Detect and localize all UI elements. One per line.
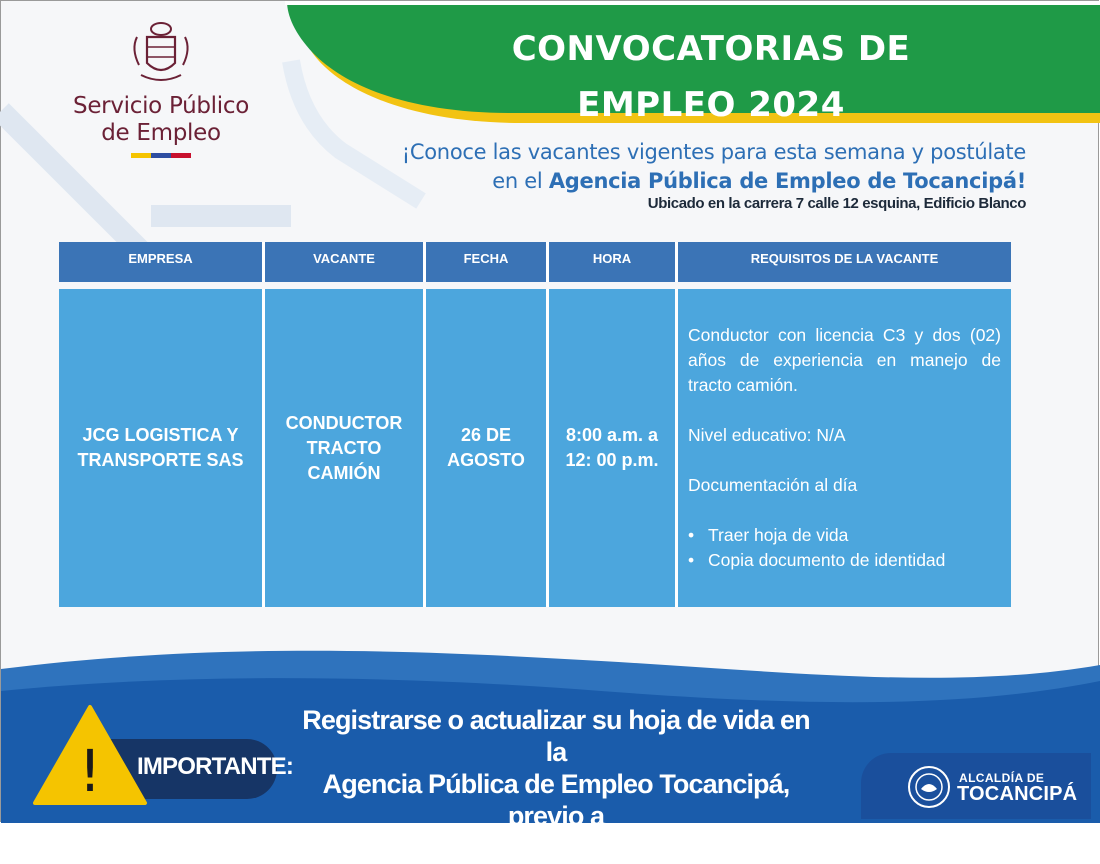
header-requisitos: REQUISITOS DE LA VACANTE bbox=[678, 242, 1011, 282]
colombia-flag-stripe bbox=[131, 153, 191, 158]
fecha-value: 26 DE AGOSTO bbox=[447, 425, 525, 470]
warning-glyph: ! bbox=[78, 737, 102, 805]
subtitle-line1: ¡Conoce las vacantes vigentes para esta semana y postúlate bbox=[401, 140, 1026, 164]
title-line1: CONVOCATORIAS DE bbox=[511, 29, 911, 69]
alcaldia-label: ALCALDÍA DE bbox=[959, 771, 1045, 785]
requisito-nivel-educativo: Nivel educativo: N/A bbox=[688, 425, 846, 445]
requisito-licencia: Conductor con licencia C3 y dos (02) años de experiencia en manejo de tracto camión. bbox=[688, 325, 1001, 395]
vacante-value: CONDUCTOR TRACTO CAMIÓN bbox=[285, 412, 403, 483]
cell-vacante bbox=[265, 289, 426, 607]
footer-line3: la fecha de la convocatoria. bbox=[392, 833, 720, 863]
cell-requisitos bbox=[678, 289, 1011, 607]
coat-of-arms-icon bbox=[129, 19, 193, 87]
subtitle bbox=[402, 138, 1026, 196]
list-item: • Copia documento de identidad bbox=[688, 548, 945, 573]
subtitle-line2-prefix: en el bbox=[492, 169, 549, 193]
cell-empresa bbox=[59, 289, 265, 607]
tocancipa-seal-icon bbox=[907, 765, 951, 809]
requisito-documentacion: Documentación al día bbox=[688, 475, 858, 495]
important-label: IMPORTANTE: bbox=[137, 753, 294, 780]
header-empresa: EMPRESA bbox=[59, 242, 265, 282]
address-line: Ubicado en la carrera 7 calle 12 esquina, Edificio Blanco bbox=[647, 195, 1026, 212]
hora-value: 8:00 a.m. a 12: 00 p.m. bbox=[565, 425, 659, 470]
header-fecha: FECHA bbox=[426, 242, 549, 282]
table-header bbox=[59, 242, 1011, 282]
empresa-value: JCG LOGISTICA Y TRANSPORTE SAS bbox=[77, 425, 244, 470]
header-hora: HORA bbox=[549, 242, 678, 282]
header-vacante: VACANTE bbox=[265, 242, 426, 282]
warning-triangle-icon bbox=[31, 703, 149, 807]
subtitle-line2 bbox=[402, 167, 1026, 196]
footer-message bbox=[291, 704, 821, 864]
cell-hora bbox=[549, 289, 678, 607]
logo-line1: Servicio Público bbox=[73, 93, 249, 119]
table-row bbox=[59, 289, 1011, 607]
requisitos-list bbox=[688, 523, 945, 573]
agency-name: Agencia Pública de Empleo de Tocancipá! bbox=[548, 169, 1026, 193]
page-title bbox=[431, 21, 991, 133]
cell-fecha bbox=[426, 289, 549, 607]
footer-line1: Registrarse o actualizar su hoja de vida en la bbox=[302, 705, 810, 767]
footer-line2: Agencia Pública de Empleo Tocancipá, previo a bbox=[322, 769, 790, 831]
servicio-publico-logo bbox=[41, 19, 281, 169]
tocancipa-label: TOCANCIPÁ bbox=[957, 783, 1078, 805]
list-item: • Traer hoja de vida bbox=[688, 523, 945, 548]
logo-line2: de Empleo bbox=[101, 120, 221, 146]
title-line2: EMPLEO 2024 bbox=[577, 85, 845, 125]
